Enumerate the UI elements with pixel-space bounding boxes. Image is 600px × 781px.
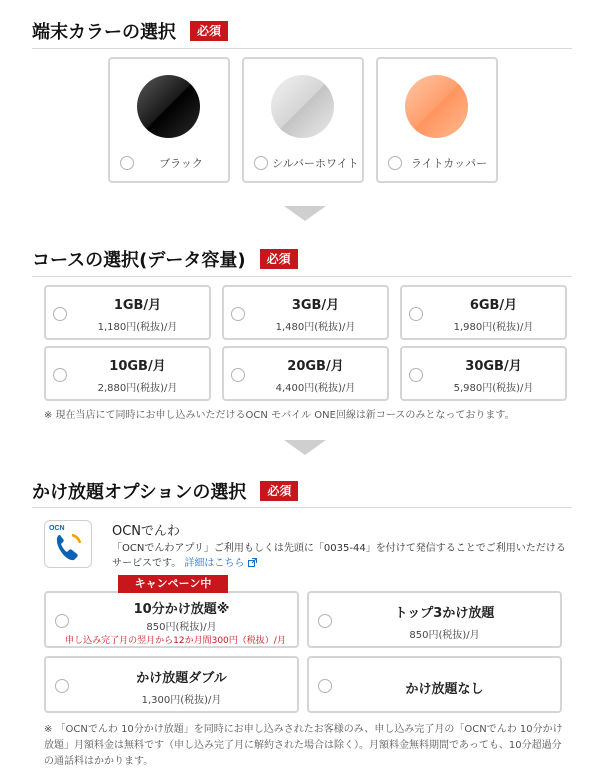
- color-option-light-copper[interactable]: [376, 57, 498, 183]
- option-top3-unlimited[interactable]: [307, 591, 562, 648]
- plan-name: 6GB/月: [469, 298, 518, 313]
- plan-price: 5,980円(税抜)/月: [453, 383, 534, 394]
- option-name: かけ放題なし: [405, 682, 484, 697]
- option-name: かけ放題ダブル: [136, 671, 227, 686]
- ocn-service-description: [112, 541, 572, 571]
- color-label: ライトカッパー: [410, 157, 488, 170]
- plan-radio[interactable]: [53, 307, 67, 321]
- option-none[interactable]: [307, 656, 562, 713]
- color-option-black[interactable]: [108, 57, 230, 183]
- plan-30gb[interactable]: [400, 346, 567, 401]
- light-copper-radio[interactable]: [388, 156, 402, 170]
- plan-radio[interactable]: [53, 368, 67, 382]
- color-section-title: [32, 18, 228, 44]
- option-section-title: [32, 478, 298, 504]
- black-radio[interactable]: [120, 156, 134, 170]
- plan-price: 1,980円(税抜)/月: [453, 322, 534, 333]
- down-arrow-icon: [284, 206, 326, 221]
- option-price: 1,300円(税抜)/月: [141, 695, 222, 706]
- ocn-logo-text: OCN: [49, 525, 65, 532]
- plan-radio[interactable]: [409, 368, 423, 382]
- external-link-icon[interactable]: [248, 558, 257, 567]
- plan-6gb[interactable]: [400, 285, 567, 340]
- color-section-heading: 端末カラーの選択: [32, 22, 176, 43]
- campaign-badge: キャンペーン中: [118, 575, 228, 593]
- option-note: ※ 「OCNでんわ 10分かけ放題」を同時にお申し込みされたお客様のみ、申し込み完了月の「OCNでんわ 10分かけ放題」月額料金は無料です（申し込み完了月に解約された場合は除く）。月額料金無料期間であっても、10分超過分の通話料はかかります。: [44, 724, 563, 767]
- plan-10gb[interactable]: [44, 346, 211, 401]
- phone-icon: [45, 521, 92, 568]
- required-badge: 必須: [190, 21, 228, 41]
- plan-name: 10GB/月: [109, 359, 166, 374]
- plan-price: 1,180円(税抜)/月: [97, 322, 178, 333]
- required-badge: 必須: [260, 481, 298, 501]
- option-name: トップ3かけ放題: [394, 606, 495, 621]
- divider: [32, 276, 572, 277]
- plan-price: 2,880円(税抜)/月: [97, 383, 178, 394]
- ocn-description-text: 「OCNでんわアプリ」ご利用もしくは先頭に「0035-44」を付けて発信することでご利用いただけるサービスです。: [112, 543, 566, 569]
- silver-white-radio[interactable]: [254, 156, 268, 170]
- plan-20gb[interactable]: [222, 346, 389, 401]
- plan-radio[interactable]: [409, 307, 423, 321]
- plan-name: 30GB/月: [465, 359, 522, 374]
- light-copper-swatch: [405, 75, 468, 138]
- divider: [32, 48, 572, 49]
- details-link[interactable]: 詳細はこちら: [184, 558, 245, 569]
- option-name: 10分かけ放題※: [133, 602, 230, 617]
- ocn-service-name: OCNでんわ: [112, 524, 181, 539]
- divider: [32, 507, 572, 508]
- course-section-title: [32, 246, 298, 272]
- required-badge: 必須: [260, 249, 298, 269]
- black-swatch: [137, 75, 200, 138]
- plan-name: 1GB/月: [113, 298, 162, 313]
- option-section-heading: かけ放題オプションの選択: [32, 482, 247, 503]
- plan-radio[interactable]: [231, 368, 245, 382]
- plan-3gb[interactable]: [222, 285, 389, 340]
- course-section-heading: コースの選択(データ容量): [32, 250, 246, 271]
- plan-price: 4,400円(税抜)/月: [275, 383, 356, 394]
- option-10min-unlimited[interactable]: [44, 591, 299, 648]
- color-option-silver-white[interactable]: [242, 57, 364, 183]
- ocn-phone-logo: [44, 520, 92, 568]
- color-label: ブラック: [159, 157, 203, 170]
- silver-white-swatch: [271, 75, 334, 138]
- plan-1gb[interactable]: [44, 285, 211, 340]
- option-price: 850円(税抜)/月: [146, 622, 217, 633]
- down-arrow-icon: [284, 440, 326, 455]
- color-label: シルバーホワイト: [272, 157, 359, 170]
- plan-radio[interactable]: [231, 307, 245, 321]
- option-promo: 申し込み完了月の翌月から12か月間300円（税抜）/月: [65, 636, 286, 646]
- plan-price: 1,480円(税抜)/月: [275, 322, 356, 333]
- option-double-unlimited[interactable]: [44, 656, 299, 713]
- plan-name: 20GB/月: [287, 359, 344, 374]
- plan-name: 3GB/月: [291, 298, 340, 313]
- option-price: 850円(税抜)/月: [409, 630, 480, 641]
- course-note: ※ 現在当店にて同時にお申し込みいただけるOCN モバイル ONE回線は新コースのみとなっております。: [44, 410, 515, 421]
